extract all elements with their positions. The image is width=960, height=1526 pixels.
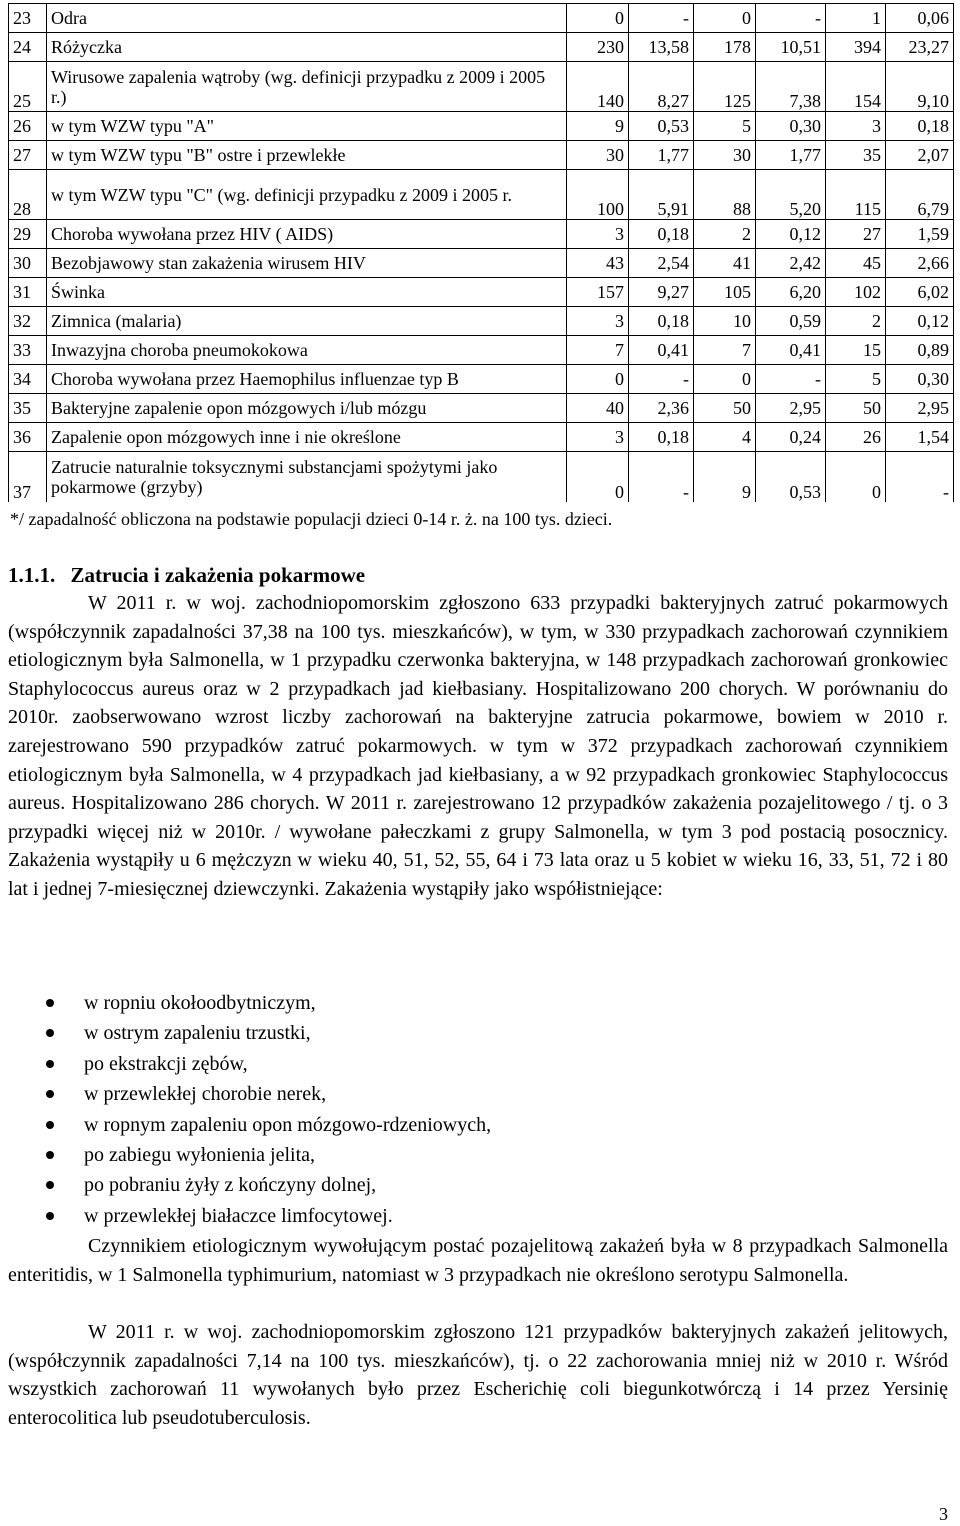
cell-v6: -	[886, 452, 954, 502]
cell-v3: 7	[694, 336, 756, 365]
cell-v3: 5	[694, 112, 756, 141]
paragraph-2-text: Czynnikiem etiologicznym wywołującym postać pozajelitową zakażeń była w 8 przypadkach Salmonella enteritidis, w 1 Salmonella typhimurium, natomiast w 3 przypadkach nie określono serotypu Salmonella.	[8, 1235, 948, 1286]
paragraph-1	[8, 589, 948, 904]
list-item-text: po zabiegu wyłonienia jelita,	[84, 1143, 316, 1166]
cell-v5: 15	[826, 336, 886, 365]
list-item-text: w ropniu okołoodbytniczym,	[84, 992, 316, 1014]
list-item-text: w ostrym zapaleniu trzustki,	[84, 1022, 311, 1045]
cell-v2: 2,54	[629, 249, 694, 278]
bullet-icon	[46, 999, 54, 1007]
cell-v1: 7	[567, 336, 629, 365]
cell-v5: 50	[826, 394, 886, 423]
cell-v6: 6,79	[886, 170, 954, 220]
cell-name: Świnka	[47, 278, 567, 307]
cell-v5: 2	[826, 307, 886, 336]
bullet-icon	[46, 1029, 54, 1037]
paragraph-3	[8, 1318, 948, 1432]
cell-v6: 0,06	[886, 4, 954, 33]
cell-name: Bakteryjne zapalenie opon mózgowych i/lub mózgu	[47, 394, 567, 423]
table-row	[9, 278, 954, 307]
table-row	[9, 365, 954, 394]
cell-v5: 0	[826, 452, 886, 502]
bullet-icon	[46, 1121, 54, 1129]
cell-v5: 394	[826, 33, 886, 62]
cell-v6: 2,07	[886, 141, 954, 170]
cell-v5: 115	[826, 170, 886, 220]
list-item	[8, 1170, 491, 1200]
cell-lp: 27	[9, 141, 47, 170]
table-row	[9, 33, 954, 62]
cell-v1: 43	[567, 249, 629, 278]
cell-v1: 40	[567, 394, 629, 423]
bullet-icon	[46, 1090, 54, 1098]
cell-lp: 23	[9, 4, 47, 33]
bullet-icon	[46, 1151, 54, 1159]
cell-name: Bezobjawowy stan zakażenia wirusem HIV	[47, 249, 567, 278]
cell-v2: 0,53	[629, 112, 694, 141]
bullet-list	[8, 988, 491, 1231]
section-title: Zatrucia i zakażenia pokarmowe	[70, 563, 366, 587]
paragraph-1-text: W 2011 r. w woj. zachodniopomorskim zgłoszono 633 przypadki bakteryjnych zatruć pokarmowych (współczynnik zapadalności 37,38 na 100 tys. mieszkańców), w tym, w 330 przypadkach zachorowań czynnikiem etiologicznym była Salmonella, w 1 przypadku czerwonka bakteryjna, w 148 przypadkach zachorowań gronkowiec Staphylococcus aureus oraz w 2 przypadkach jad kiełbasiany. Hospitalizowano 200 chorych. W porównaniu do 2010r. zaobserwowano wzrost liczby zachorowań na bakteryjne zatrucia pokarmowe, bowiem w 2010 r. zarejestrowano 590 przypadków zatruć pokarmowych. w tym w 372 przypadkach zachorowań czynnikiem etiologicznym była Salmonella, w 4 przypadkach jad kiełbasiany, a w 92 przypadkach gronkowiec Staphylococcus aureus. Hospitalizowano 286 chorych. W 2011 r. zarejestrowano 12 przypadków zakażenia pozajelitowego / tj. o 3 przypadki więcej niż w 2010r. / wywołane pałeczkami z grupy Salmonella, w tym 3 pod postacią posocznicy. Zakażenia wystąpiły u 6 mężczyzn w wieku 40, 51, 52, 55, 64 i 73 lata oraz u 5 kobiet w wieku 16, 33, 51, 72 i 80 lat i jednej 7-miesięcznej dziewczynki. Zakażenia wystąpiły jako współistniejące:	[8, 592, 948, 900]
cell-lp: 28	[9, 170, 47, 220]
paragraph-3-text: W 2011 r. w woj. zachodniopomorskim zgłoszono 121 przypadków bakteryjnych zakażeń jelitowych, (współczynnik zapadalności 7,14 na 100 tys. mieszkańców), tj. o 22 zachorowania mniej niż w 2010 r. Wśród wszystkich zachorowań 11 wywołanych było przez Escherichię coli biegunkotwórczą i 14 przez Yersinię enterocolitica lub pseudotuberculosis.	[8, 1321, 948, 1429]
table-body	[9, 4, 954, 502]
cell-v6: 0,12	[886, 307, 954, 336]
cell-v3: 30	[694, 141, 756, 170]
cell-lp: 37	[9, 452, 47, 502]
cell-v4: 0,41	[756, 336, 826, 365]
cell-v5: 102	[826, 278, 886, 307]
cell-v6: 6,02	[886, 278, 954, 307]
cell-v1: 0	[567, 452, 629, 502]
cell-v2: 0,18	[629, 220, 694, 249]
cell-v4: -	[756, 4, 826, 33]
cell-v2: -	[629, 365, 694, 394]
cell-v1: 100	[567, 170, 629, 220]
cell-v2: 2,36	[629, 394, 694, 423]
cell-v4: 2,95	[756, 394, 826, 423]
cell-v3: 0	[694, 365, 756, 394]
cell-v6: 1,54	[886, 423, 954, 452]
disease-table	[8, 3, 954, 502]
cell-v6: 2,66	[886, 249, 954, 278]
page-number: 3	[939, 1504, 948, 1524]
cell-v1: 3	[567, 307, 629, 336]
cell-lp: 26	[9, 112, 47, 141]
cell-lp: 34	[9, 365, 47, 394]
section-number: 1.1.1.	[8, 563, 56, 587]
section-heading	[8, 562, 365, 588]
cell-v3: 2	[694, 220, 756, 249]
cell-v6: 0,89	[886, 336, 954, 365]
cell-v4: 0,53	[756, 452, 826, 502]
list-item-text: w przewlekłej chorobie nerek,	[84, 1083, 327, 1106]
cell-v6: 0,30	[886, 365, 954, 394]
cell-v2: 13,58	[629, 33, 694, 62]
cell-v2: -	[629, 4, 694, 33]
cell-v4: 1,77	[756, 141, 826, 170]
cell-v4: 0,12	[756, 220, 826, 249]
bullet-icon	[46, 1060, 54, 1068]
table-footnote: */ zapadalność obliczona na podstawie populacji dzieci 0-14 r. ż. na 100 tys. dzieci.	[10, 509, 613, 529]
cell-v1: 3	[567, 220, 629, 249]
cell-v2: 0,18	[629, 423, 694, 452]
list-item	[8, 1110, 491, 1140]
cell-v4: -	[756, 365, 826, 394]
cell-v1: 3	[567, 423, 629, 452]
cell-name: w tym WZW typu "B" ostre i przewlekłe	[47, 141, 567, 170]
cell-lp: 32	[9, 307, 47, 336]
list-item	[8, 1140, 491, 1170]
cell-v2: -	[629, 452, 694, 502]
cell-lp: 30	[9, 249, 47, 278]
table-row	[9, 62, 954, 112]
cell-v4: 10,51	[756, 33, 826, 62]
cell-v5: 45	[826, 249, 886, 278]
cell-name: Zatrucie naturalnie toksycznymi substancjami spożytymi jako pokarmowe (grzyby)	[47, 452, 567, 502]
cell-v4: 0,30	[756, 112, 826, 141]
paragraph-2	[8, 1232, 948, 1289]
cell-name: Różyczka	[47, 33, 567, 62]
cell-v2: 9,27	[629, 278, 694, 307]
list-item	[8, 1018, 491, 1048]
cell-v5: 27	[826, 220, 886, 249]
list-item	[8, 1201, 491, 1231]
cell-v6: 0,18	[886, 112, 954, 141]
table-row	[9, 307, 954, 336]
cell-v2: 1,77	[629, 141, 694, 170]
cell-name: w tym WZW typu "A"	[47, 112, 567, 141]
table-row	[9, 249, 954, 278]
cell-v2: 0,18	[629, 307, 694, 336]
cell-v3: 88	[694, 170, 756, 220]
cell-v3: 0	[694, 4, 756, 33]
cell-lp: 24	[9, 33, 47, 62]
list-item	[8, 988, 491, 1018]
table-row	[9, 112, 954, 141]
cell-v2: 5,91	[629, 170, 694, 220]
table-row	[9, 452, 954, 502]
cell-name: Zapalenie opon mózgowych inne i nie określone	[47, 423, 567, 452]
list-item	[8, 1049, 491, 1079]
cell-v6: 2,95	[886, 394, 954, 423]
cell-name: Wirusowe zapalenia wątroby (wg. definicji przypadku z 2009 i 2005 r.)	[47, 62, 567, 112]
cell-lp: 31	[9, 278, 47, 307]
cell-lp: 36	[9, 423, 47, 452]
cell-v4: 0,24	[756, 423, 826, 452]
cell-v4: 7,38	[756, 62, 826, 112]
cell-name: Odra	[47, 4, 567, 33]
cell-v5: 154	[826, 62, 886, 112]
table-row	[9, 394, 954, 423]
cell-v3: 10	[694, 307, 756, 336]
table-row	[9, 336, 954, 365]
cell-v1: 9	[567, 112, 629, 141]
list-item	[8, 1079, 491, 1109]
list-item-text: w przewlekłej białaczce limfocytowej.	[84, 1204, 393, 1227]
cell-name: Choroba wywołana przez Haemophilus influenzae typ B	[47, 365, 567, 394]
cell-v2: 8,27	[629, 62, 694, 112]
table-row	[9, 170, 954, 220]
cell-v1: 157	[567, 278, 629, 307]
cell-v1: 30	[567, 141, 629, 170]
cell-v1: 230	[567, 33, 629, 62]
bullet-icon	[46, 1212, 54, 1220]
bullet-icon	[46, 1181, 54, 1189]
cell-v3: 4	[694, 423, 756, 452]
table-row	[9, 423, 954, 452]
list-item-text: w ropnym zapaleniu opon mózgowo-rdzeniowych,	[84, 1113, 492, 1136]
cell-lp: 33	[9, 336, 47, 365]
cell-v5: 35	[826, 141, 886, 170]
cell-name: Zimnica (malaria)	[47, 307, 567, 336]
cell-lp: 25	[9, 62, 47, 112]
table-row	[9, 4, 954, 33]
cell-name: Choroba wywołana przez HIV ( AIDS)	[47, 220, 567, 249]
cell-name: Inwazyjna choroba pneumokokowa	[47, 336, 567, 365]
cell-v5: 1	[826, 4, 886, 33]
cell-v4: 6,20	[756, 278, 826, 307]
cell-v4: 2,42	[756, 249, 826, 278]
cell-v3: 50	[694, 394, 756, 423]
cell-v5: 26	[826, 423, 886, 452]
cell-v3: 105	[694, 278, 756, 307]
cell-v1: 0	[567, 365, 629, 394]
cell-lp: 35	[9, 394, 47, 423]
cell-v3: 178	[694, 33, 756, 62]
cell-name: w tym WZW typu "C" (wg. definicji przypadku z 2009 i 2005 r.	[47, 170, 567, 220]
cell-v6: 23,27	[886, 33, 954, 62]
cell-v1: 140	[567, 62, 629, 112]
cell-v6: 9,10	[886, 62, 954, 112]
table-row	[9, 141, 954, 170]
cell-v4: 5,20	[756, 170, 826, 220]
cell-v2: 0,41	[629, 336, 694, 365]
cell-v3: 41	[694, 249, 756, 278]
list-item-text: po pobraniu żyły z kończyny dolnej,	[84, 1174, 377, 1197]
list-item-text: po ekstrakcji zębów,	[84, 1052, 248, 1075]
cell-lp: 29	[9, 220, 47, 249]
table-row	[9, 220, 954, 249]
cell-v1: 0	[567, 4, 629, 33]
cell-v5: 5	[826, 365, 886, 394]
cell-v5: 3	[826, 112, 886, 141]
cell-v4: 0,59	[756, 307, 826, 336]
cell-v6: 1,59	[886, 220, 954, 249]
cell-v3: 125	[694, 62, 756, 112]
cell-v3: 9	[694, 452, 756, 502]
